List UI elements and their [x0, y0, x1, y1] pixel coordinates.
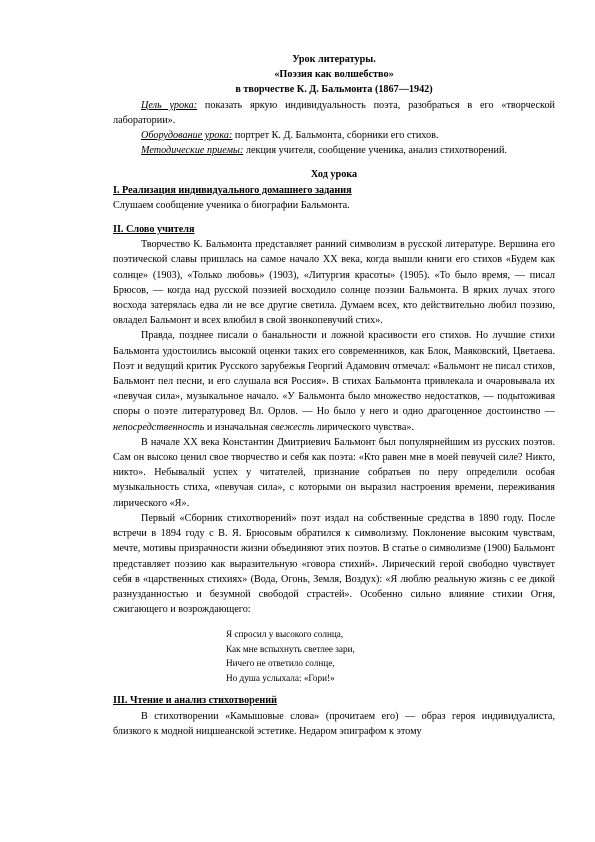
lesson-methods: Методические приемы: лекция учителя, сообщение ученика, анализ стихотворений. [141, 145, 507, 157]
lesson-goal: Цель урока: показать яркую индивидуальность поэта, разобраться в его «творческой лаборатории». [113, 99, 555, 126]
poem-line: Но душа услыхала: «Гори!» [226, 672, 335, 683]
lesson-title: Урок литературы. [292, 54, 376, 65]
lesson-subtitle: «Поэзия как волшебство» [274, 69, 394, 81]
lesson-equipment: Оборудование урока: портрет К. Д. Бальмонта, сборники его стихов. [141, 130, 439, 142]
section-2-heading: II. Слово учителя [113, 224, 195, 236]
paragraph: Творчество К. Бальмонта представляет ранний символизм в русской литературе. Вершина его поэтической славы пришлась на самое начало XX века, когда вышли книги его стихов «Будем как солнце» (1903), «Только любовь» (1903), «Литургия красоты» (1905). «То было время, — писал Брюсов, — когда над русской поэзией восходило солнце поэзии Бальмонта. В ярких лучах этого восхода затерялась едва ли не все другие светила. Думаем всех, кто действительно любил поэзию, овладел Бальмонт и всех влюбил в свой звонкопевучий стих». [113, 239, 555, 327]
paragraph: В начале XX века Константин Дмитриевич Бальмонт был популярнейшим из русских поэтов. Сам он высоко ценил свое творчество и себя как поэта: «Кто равен мне в моей певучей силе? Никто, никто». Небывалый успех у читателей, признание собратьев по перу определили особая музыкальность стиха, «певучая сила», с которыми он выразил настроения времени, переживания лирического «Я». [113, 436, 555, 509]
poem-line: Я спросил у высокого солнца, [226, 629, 344, 640]
paragraph: Первый «Сборник стихотворений» поэт издал на собственные средства в 1890 году. После встречи в 1894 году с В. Я. Брюсовым обратился к символизму. Поклонение высоким чувствам, мечте, мотивы призрачности жизни объединяют этих поэтов. В статье о символизме (1900) Бальмонт представляет поэзию как выразительную «говора стихий». Лирический герой свободно чувствует себя в «царственных стихиях» (Вода, Огонь, Земля, Воздух): «Я люблю реальную жизнь с ее дикой разнузданностью и безумной свободой страстей». Особенно сильно влияние стихии Огня, сжигающего и возрождающего: [113, 512, 555, 616]
course-title: Ход урока [310, 169, 358, 181]
document-page [113, 52, 555, 739]
section-1-heading: I. Реализация индивидуального домашнего задания [113, 184, 352, 196]
poem-line: Ничего не ответило солнце, [226, 658, 335, 669]
paragraph: Правда, позднее писали о банальности и ложной красивости его стихов. Но лучшие стихи Бальмонта удостоились высокой оценки таких его современников, как Блок, Маяковский, Цветаева. Поэт и ведущий критик Русского зарубежья Георгий Адамович отмечал: «Бальмонт не писал стихов, Бальмонт пел песни, и его слушала вся Россия». В стихах Бальмонта привлекала и очаровывала их «певучая сила», музыкальное начало. «У Бальмонта было множество недостатков, — подытоживая споры о поэте литературовед Вл. Орлов. — Но было у него и одно драгоценное достоинство — непосредственность и изначальная свежесть лирического чувства». [113, 330, 555, 433]
section-1-text: Слушаем сообщение ученика о биографии Бальмонта. [113, 199, 350, 211]
paragraph: В стихотворении «Камышовые слова» (прочитаем его) — образ героя индивидуалиста, близкого к модной ницшеанской эстетике. Недаром эпиграфом к этому [113, 710, 555, 737]
poem-quote [226, 627, 555, 685]
section-3-heading: III. Чтение и анализ стихотворений [113, 695, 277, 707]
lesson-topic: в творчестве К. Д. Бальмонта (1867—1942) [235, 84, 433, 96]
poem-line: Как мне вспыхнуть светлее зари, [226, 643, 355, 654]
